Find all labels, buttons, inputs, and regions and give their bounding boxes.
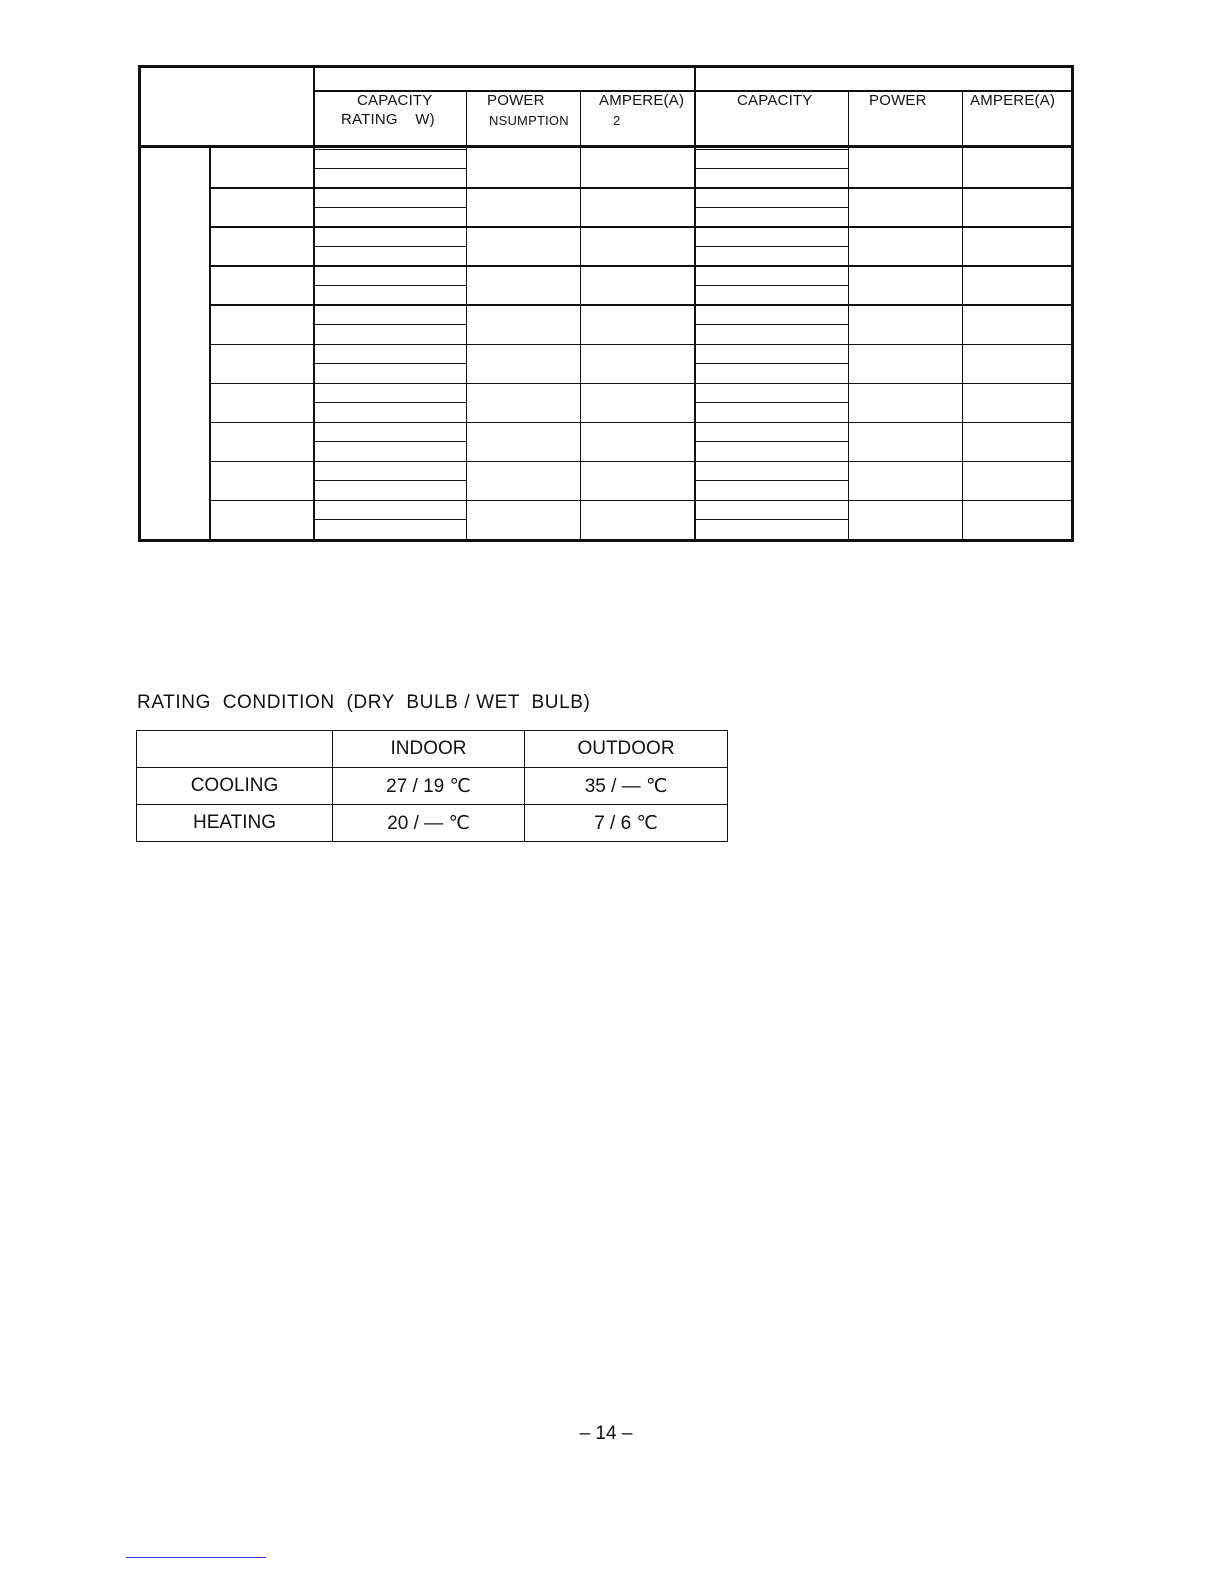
header-heat-capacity: CAPACITY bbox=[737, 92, 813, 109]
grid-hline bbox=[209, 226, 1071, 228]
grid-subline bbox=[694, 324, 848, 325]
header-cool-power-line2: NSUMPTION bbox=[489, 113, 569, 128]
header-cool-ampere-line2: 2 bbox=[613, 113, 621, 128]
grid-hline bbox=[209, 344, 1071, 346]
grid-vline bbox=[466, 90, 467, 539]
grid-subline bbox=[694, 168, 848, 169]
footer-link-underline bbox=[126, 1557, 266, 1558]
table-row bbox=[137, 805, 728, 842]
cooling-indoor: 27 / 19 ℃ bbox=[333, 768, 525, 805]
heating-outdoor: 7 / 6 ℃ bbox=[525, 805, 728, 842]
grid-subline bbox=[694, 441, 848, 442]
grid-subline bbox=[313, 324, 466, 325]
grid-hline bbox=[209, 422, 1071, 424]
header-cool-power-line1: POWER bbox=[487, 92, 545, 109]
rating-condition-title: RATING CONDITION (DRY BULB / WET BULB) bbox=[137, 692, 591, 713]
header-cool-capacity-line2: RATING W) bbox=[341, 111, 435, 128]
grid-subline bbox=[313, 519, 466, 520]
grid-subline bbox=[313, 480, 466, 481]
grid-subline bbox=[313, 246, 466, 247]
header-heat-ampere: AMPERE(A) bbox=[970, 92, 1056, 109]
heating-indoor: 20 / — ℃ bbox=[333, 805, 525, 842]
row-label-heating: HEATING bbox=[137, 805, 333, 842]
grid-subline bbox=[313, 207, 466, 208]
grid-vline bbox=[962, 90, 963, 539]
grid-subline bbox=[313, 168, 466, 169]
header-outdoor: OUTDOOR bbox=[525, 731, 728, 768]
grid-vline bbox=[580, 90, 581, 539]
grid-subline bbox=[694, 285, 848, 286]
grid-subline bbox=[313, 149, 466, 150]
cooling-outdoor: 35 / — ℃ bbox=[525, 768, 728, 805]
capacity-table bbox=[138, 65, 1074, 542]
table-row bbox=[137, 768, 728, 805]
grid-subline bbox=[313, 441, 466, 442]
grid-hline bbox=[209, 265, 1071, 267]
grid-subline bbox=[694, 149, 848, 150]
grid-subline bbox=[694, 519, 848, 520]
group-header-divider bbox=[314, 90, 1071, 92]
grid-subline bbox=[694, 402, 848, 403]
grid-subline bbox=[694, 363, 848, 364]
grid-hline bbox=[209, 500, 1071, 502]
page-number: – 14 – bbox=[579, 1423, 633, 1444]
header-blank-cell bbox=[137, 731, 333, 768]
grid-vline bbox=[848, 90, 849, 539]
header-cool-ampere-line1: AMPERE(A) bbox=[599, 92, 685, 109]
header-heat-power: POWER bbox=[869, 92, 927, 109]
grid-subline bbox=[694, 246, 848, 247]
grid-subline bbox=[313, 402, 466, 403]
grid-hline bbox=[209, 187, 1071, 189]
grid-subline bbox=[313, 363, 466, 364]
grid-hline bbox=[209, 461, 1071, 463]
grid-subline bbox=[694, 207, 848, 208]
header-indoor: INDOOR bbox=[333, 731, 525, 768]
header-cool-capacity-line1: CAPACITY bbox=[357, 92, 433, 109]
header-divider bbox=[141, 145, 1071, 148]
grid-subline bbox=[694, 480, 848, 481]
rating-condition-table bbox=[136, 730, 728, 842]
row-label-cooling: COOLING bbox=[137, 768, 333, 805]
grid-hline bbox=[209, 304, 1071, 306]
table-row bbox=[137, 731, 728, 768]
grid-hline bbox=[209, 383, 1071, 385]
grid-subline bbox=[313, 285, 466, 286]
